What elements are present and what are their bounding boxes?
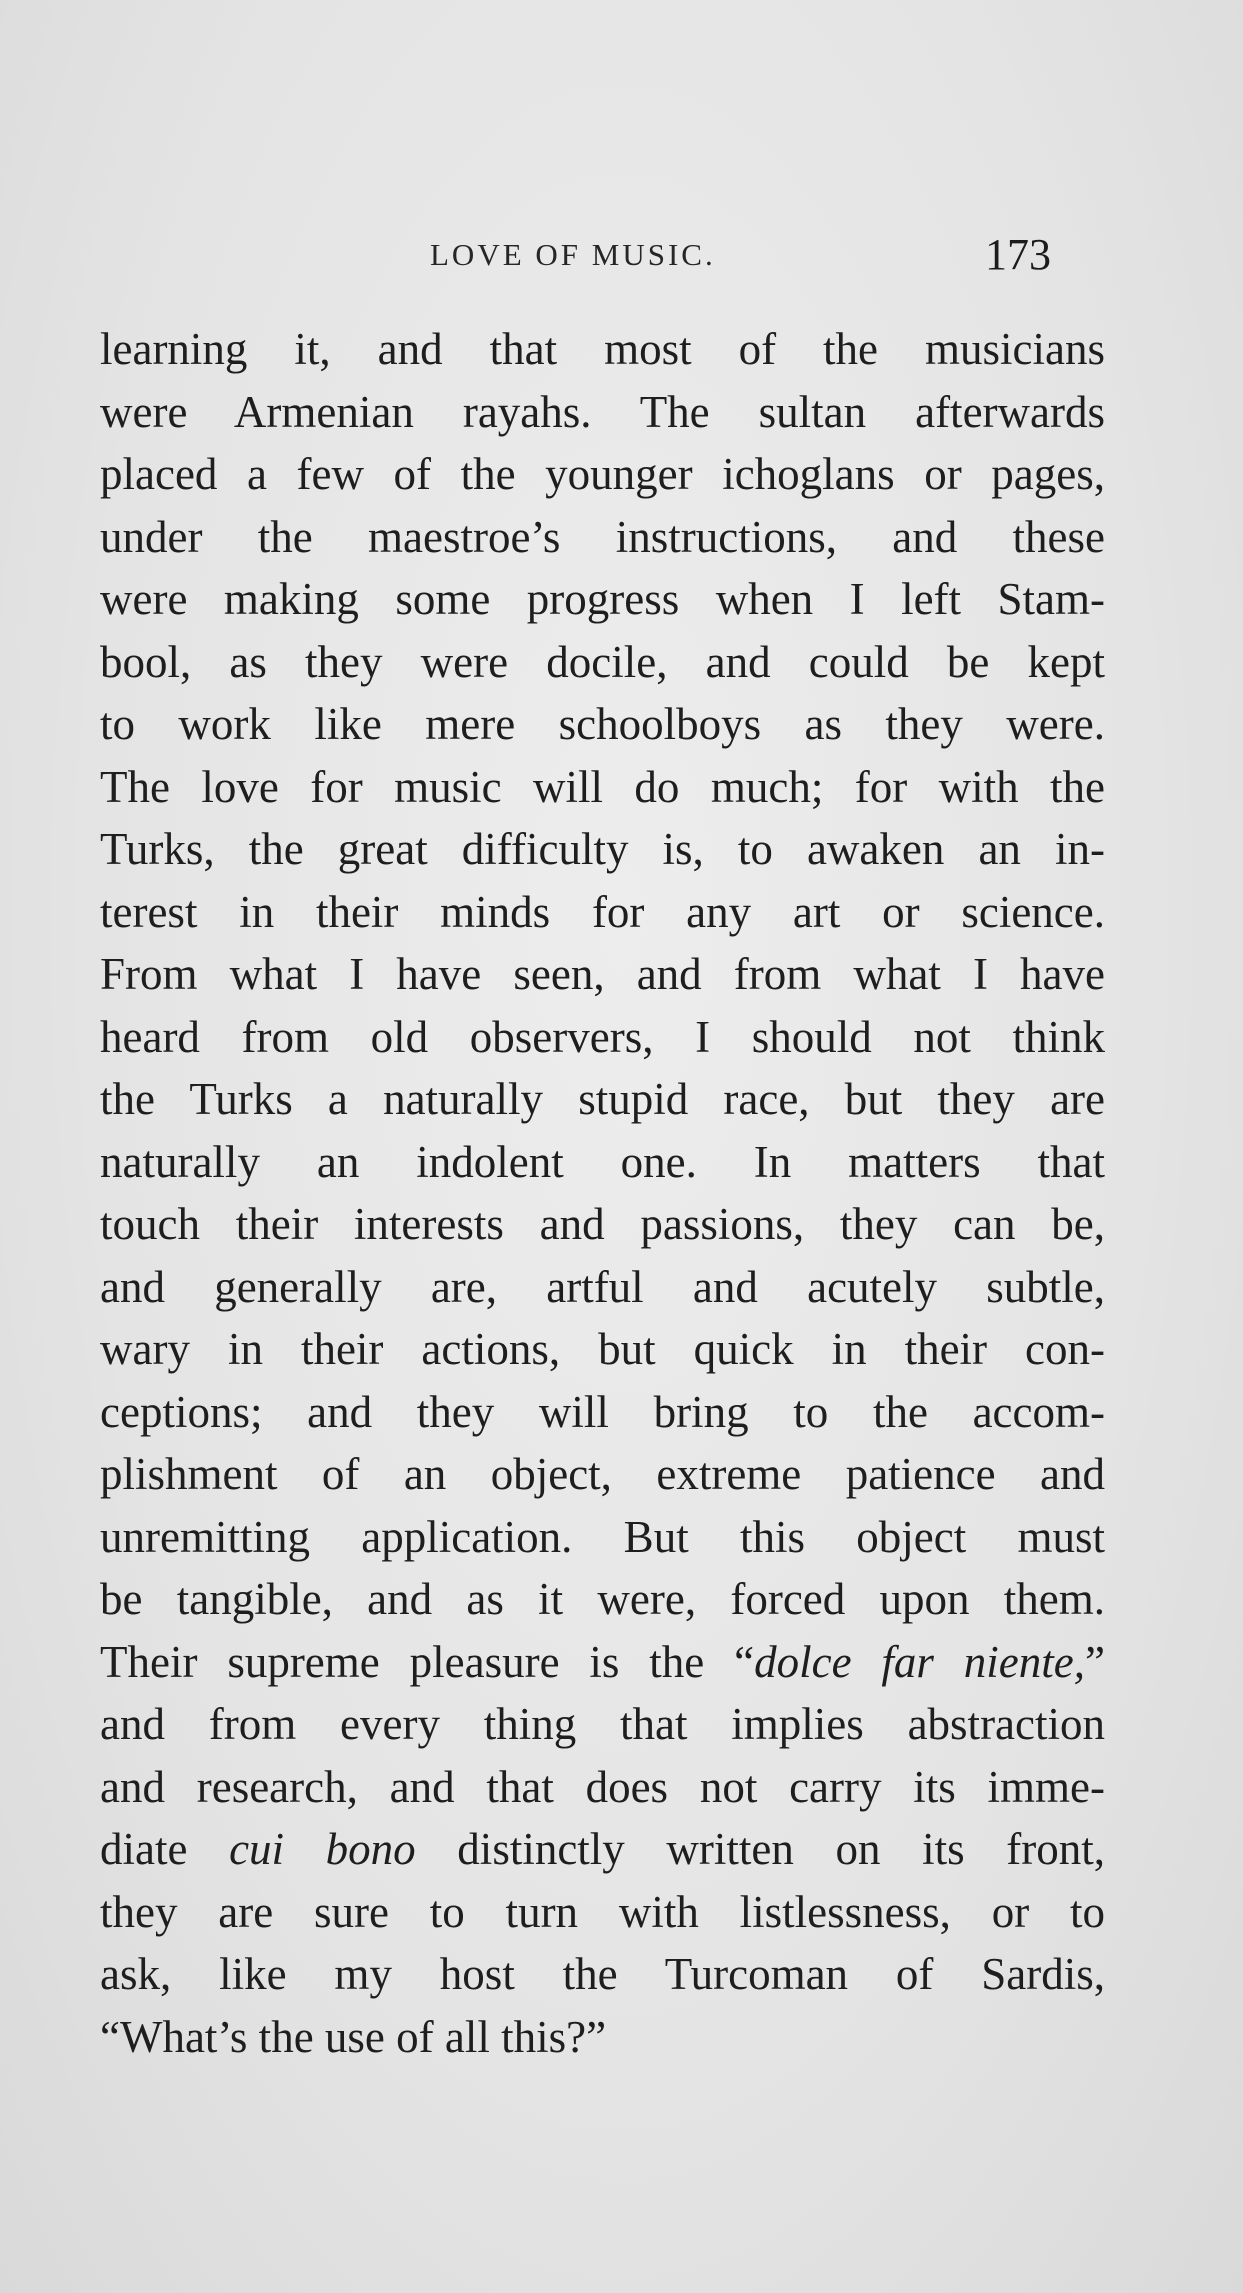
text-line: to work like mere schoolboys as they were. xyxy=(100,699,1105,749)
text-segment: distinctly written on its front, xyxy=(415,1824,1106,1874)
text-line: The love for music will do much; for with the xyxy=(100,761,1105,812)
text-line-final: “What’s the use of all this?” xyxy=(100,2011,607,2062)
text-line: ceptions; and they will bring to the accom- xyxy=(100,1386,1105,1437)
text-line: terest in their minds for any art or science. xyxy=(100,886,1105,937)
text-line: plishment of an object, extreme patience and xyxy=(100,1449,1105,1499)
text-line: bool, as they were docile, and could be kept xyxy=(100,636,1105,687)
text-line: Turks, the great difficulty is, to awaken an in- xyxy=(100,824,1105,874)
running-head xyxy=(0,230,1243,280)
text-line-dolce-far-niente xyxy=(100,1631,1105,1694)
text-line: under the maestroe’s instructions, and these xyxy=(100,511,1105,562)
text-line-cui-bono xyxy=(100,1818,1105,1881)
text-line: unremitting application. But this object must xyxy=(100,1511,1105,1562)
text-line: were making some progress when I left Stam- xyxy=(100,574,1105,624)
text-line: wary in their actions, but quick in their con- xyxy=(100,1324,1105,1374)
text-segment: diate xyxy=(100,1824,230,1874)
text-line: ask, like my host the Turcoman of Sardis, xyxy=(100,1949,1105,1999)
italic-phrase: cui bono xyxy=(229,1824,416,1874)
text-line: were Armenian rayahs. The sultan afterwards xyxy=(100,386,1105,437)
text-line: naturally an indolent one. In matters that xyxy=(100,1136,1105,1187)
text-line: touch their interests and passions, they can be, xyxy=(100,1199,1105,1249)
text-line: heard from old observers, I should not think xyxy=(100,1011,1105,1062)
text-line: the Turks a naturally stupid race, but they are xyxy=(100,1074,1105,1124)
text-line: learning it, and that most of the musicians xyxy=(100,324,1105,374)
body-text xyxy=(100,318,1105,2068)
text-line: they are sure to turn with listlessness, or to xyxy=(100,1886,1105,1937)
page-number: 173 xyxy=(985,230,1051,279)
text-segment: Their supreme pleasure is the “ xyxy=(100,1636,755,1687)
text-line: and research, and that does not carry its imme- xyxy=(100,1761,1105,1812)
italic-phrase: dolce far niente, xyxy=(754,1636,1086,1687)
text-line: placed a few of the younger ichoglans or pages, xyxy=(100,449,1105,499)
text-line: From what I have seen, and from what I have xyxy=(100,949,1105,999)
text-line: be tangible, and as it were, forced upon them. xyxy=(100,1574,1105,1624)
text-line: and from every thing that implies abstraction xyxy=(100,1699,1105,1749)
text-segment: ” xyxy=(1085,1636,1105,1687)
running-title: LOVE OF MUSIC. xyxy=(430,237,716,272)
text-line: and generally are, artful and acutely subtle, xyxy=(100,1261,1105,1312)
